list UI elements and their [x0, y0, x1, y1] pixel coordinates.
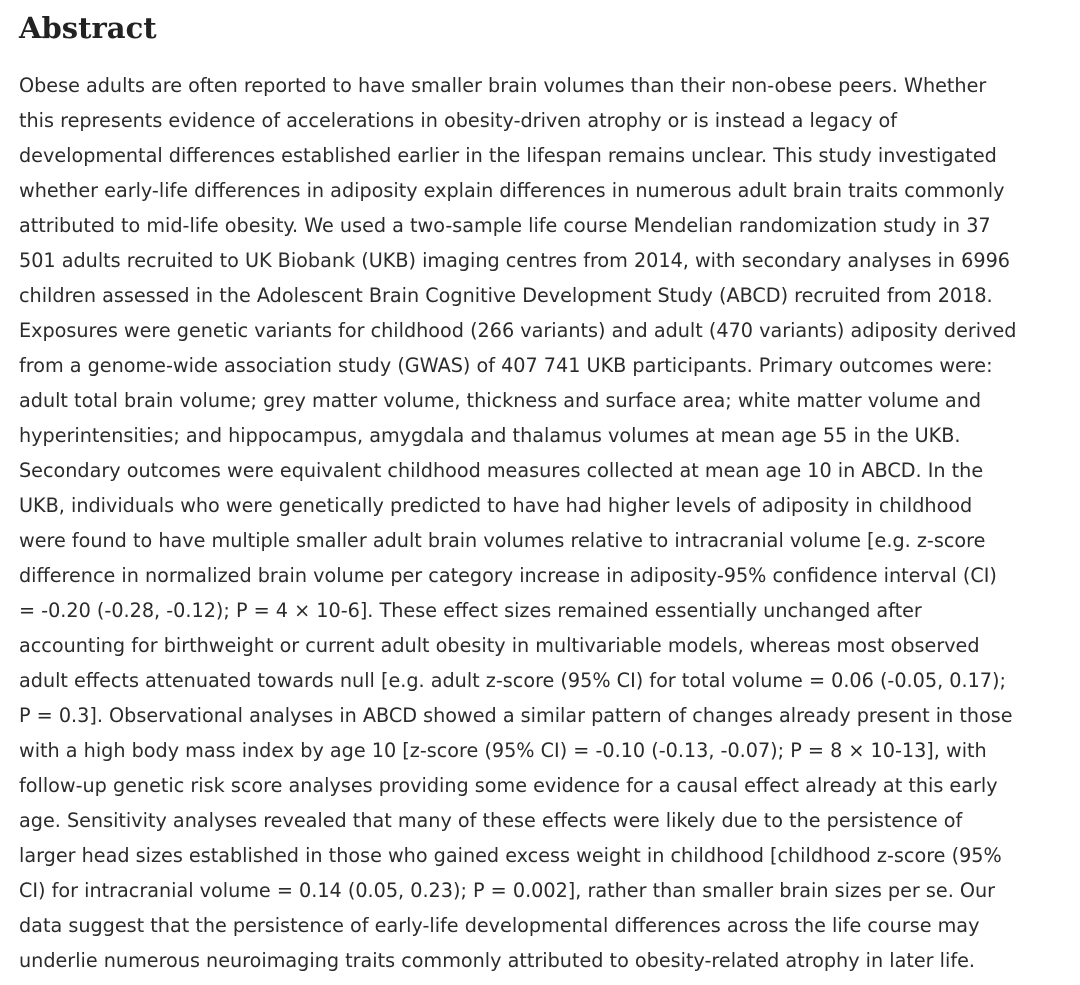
- abstract-line: Obese adults are often reported to have smaller brain volumes than their non-obese peers. Whether: [19, 74, 987, 97]
- abstract-line: children assessed in the Adolescent Brain Cognitive Development Study (ABCD) recruited from 2018.: [19, 284, 993, 307]
- abstract-line: with a high body mass index by age 10 [z-score (95% CI) = -0.10 (-0.13, -0.07); P = 8 × 10-13], with: [19, 739, 987, 762]
- abstract-line: CI) for intracranial volume = 0.14 (0.05, 0.23); P = 0.002], rather than smaller brain sizes per se. Our: [19, 879, 996, 902]
- abstract-heading: Abstract: [19, 11, 157, 45]
- abstract-line: follow-up genetic risk score analyses providing some evidence for a causal effect already at this early: [19, 774, 998, 797]
- abstract-line: adult effects attenuated towards null [e.g. adult z-score (95% CI) for total volume = 0.06 (-0.05, 0.17);: [19, 669, 1006, 692]
- abstract-line: from a genome-wide association study (GWAS) of 407 741 UKB participants. Primary outcomes were:: [19, 354, 993, 377]
- abstract-line: Secondary outcomes were equivalent childhood measures collected at mean age 10 in ABCD. In the: [19, 459, 984, 482]
- abstract-line: this represents evidence of accelerations in obesity-driven atrophy or is instead a legacy of: [19, 109, 898, 132]
- abstract-line: data suggest that the persistence of early-life developmental differences across the life course may: [19, 914, 980, 937]
- abstract-line: UKB, individuals who were genetically predicted to have had higher levels of adiposity in childhood: [19, 494, 973, 517]
- abstract-line: Exposures were genetic variants for childhood (266 variants) and adult (470 variants) adiposity derived: [19, 319, 1017, 342]
- abstract-line: difference in normalized brain volume per category increase in adiposity-95% confidence interval (CI): [19, 564, 997, 587]
- abstract-line: 501 adults recruited to UK Biobank (UKB) imaging centres from 2014, with secondary analyses in 6996: [19, 249, 1011, 272]
- abstract-line: adult total brain volume; grey matter volume, thickness and surface area; white matter volume and: [19, 389, 982, 412]
- abstract-line: accounting for birthweight or current adult obesity in multivariable models, whereas most observed: [19, 634, 980, 657]
- abstract-line: were found to have multiple smaller adult brain volumes relative to intracranial volume [e.g. z-score: [19, 529, 986, 552]
- abstract-line: age. Sensitivity analyses revealed that many of these effects were likely due to the persistence of: [19, 809, 963, 832]
- abstract-line: larger head sizes established in those who gained excess weight in childhood [childhood z-score (95%: [19, 844, 1002, 867]
- abstract-paragraph: [19, 68, 1068, 978]
- abstract-line: hyperintensities; and hippocampus, amygdala and thalamus volumes at mean age 55 in the UKB.: [19, 424, 961, 447]
- abstract-line: = -0.20 (-0.28, -0.12); P = 4 × 10-6]. These effect sizes remained essentially unchanged after: [19, 599, 922, 622]
- abstract-line: P = 0.3]. Observational analyses in ABCD showed a similar pattern of changes already present in those: [19, 704, 1013, 727]
- abstract-line: developmental differences established earlier in the lifespan remains unclear. This study investigated: [19, 144, 997, 167]
- abstract-line: underlie numerous neuroimaging traits commonly attributed to obesity-related atrophy in later life.: [19, 949, 975, 972]
- abstract-line: attributed to mid-life obesity. We used a two-sample life course Mendelian randomization study in 37: [19, 214, 991, 237]
- abstract-line: whether early-life differences in adiposity explain differences in numerous adult brain traits commonly: [19, 179, 1005, 202]
